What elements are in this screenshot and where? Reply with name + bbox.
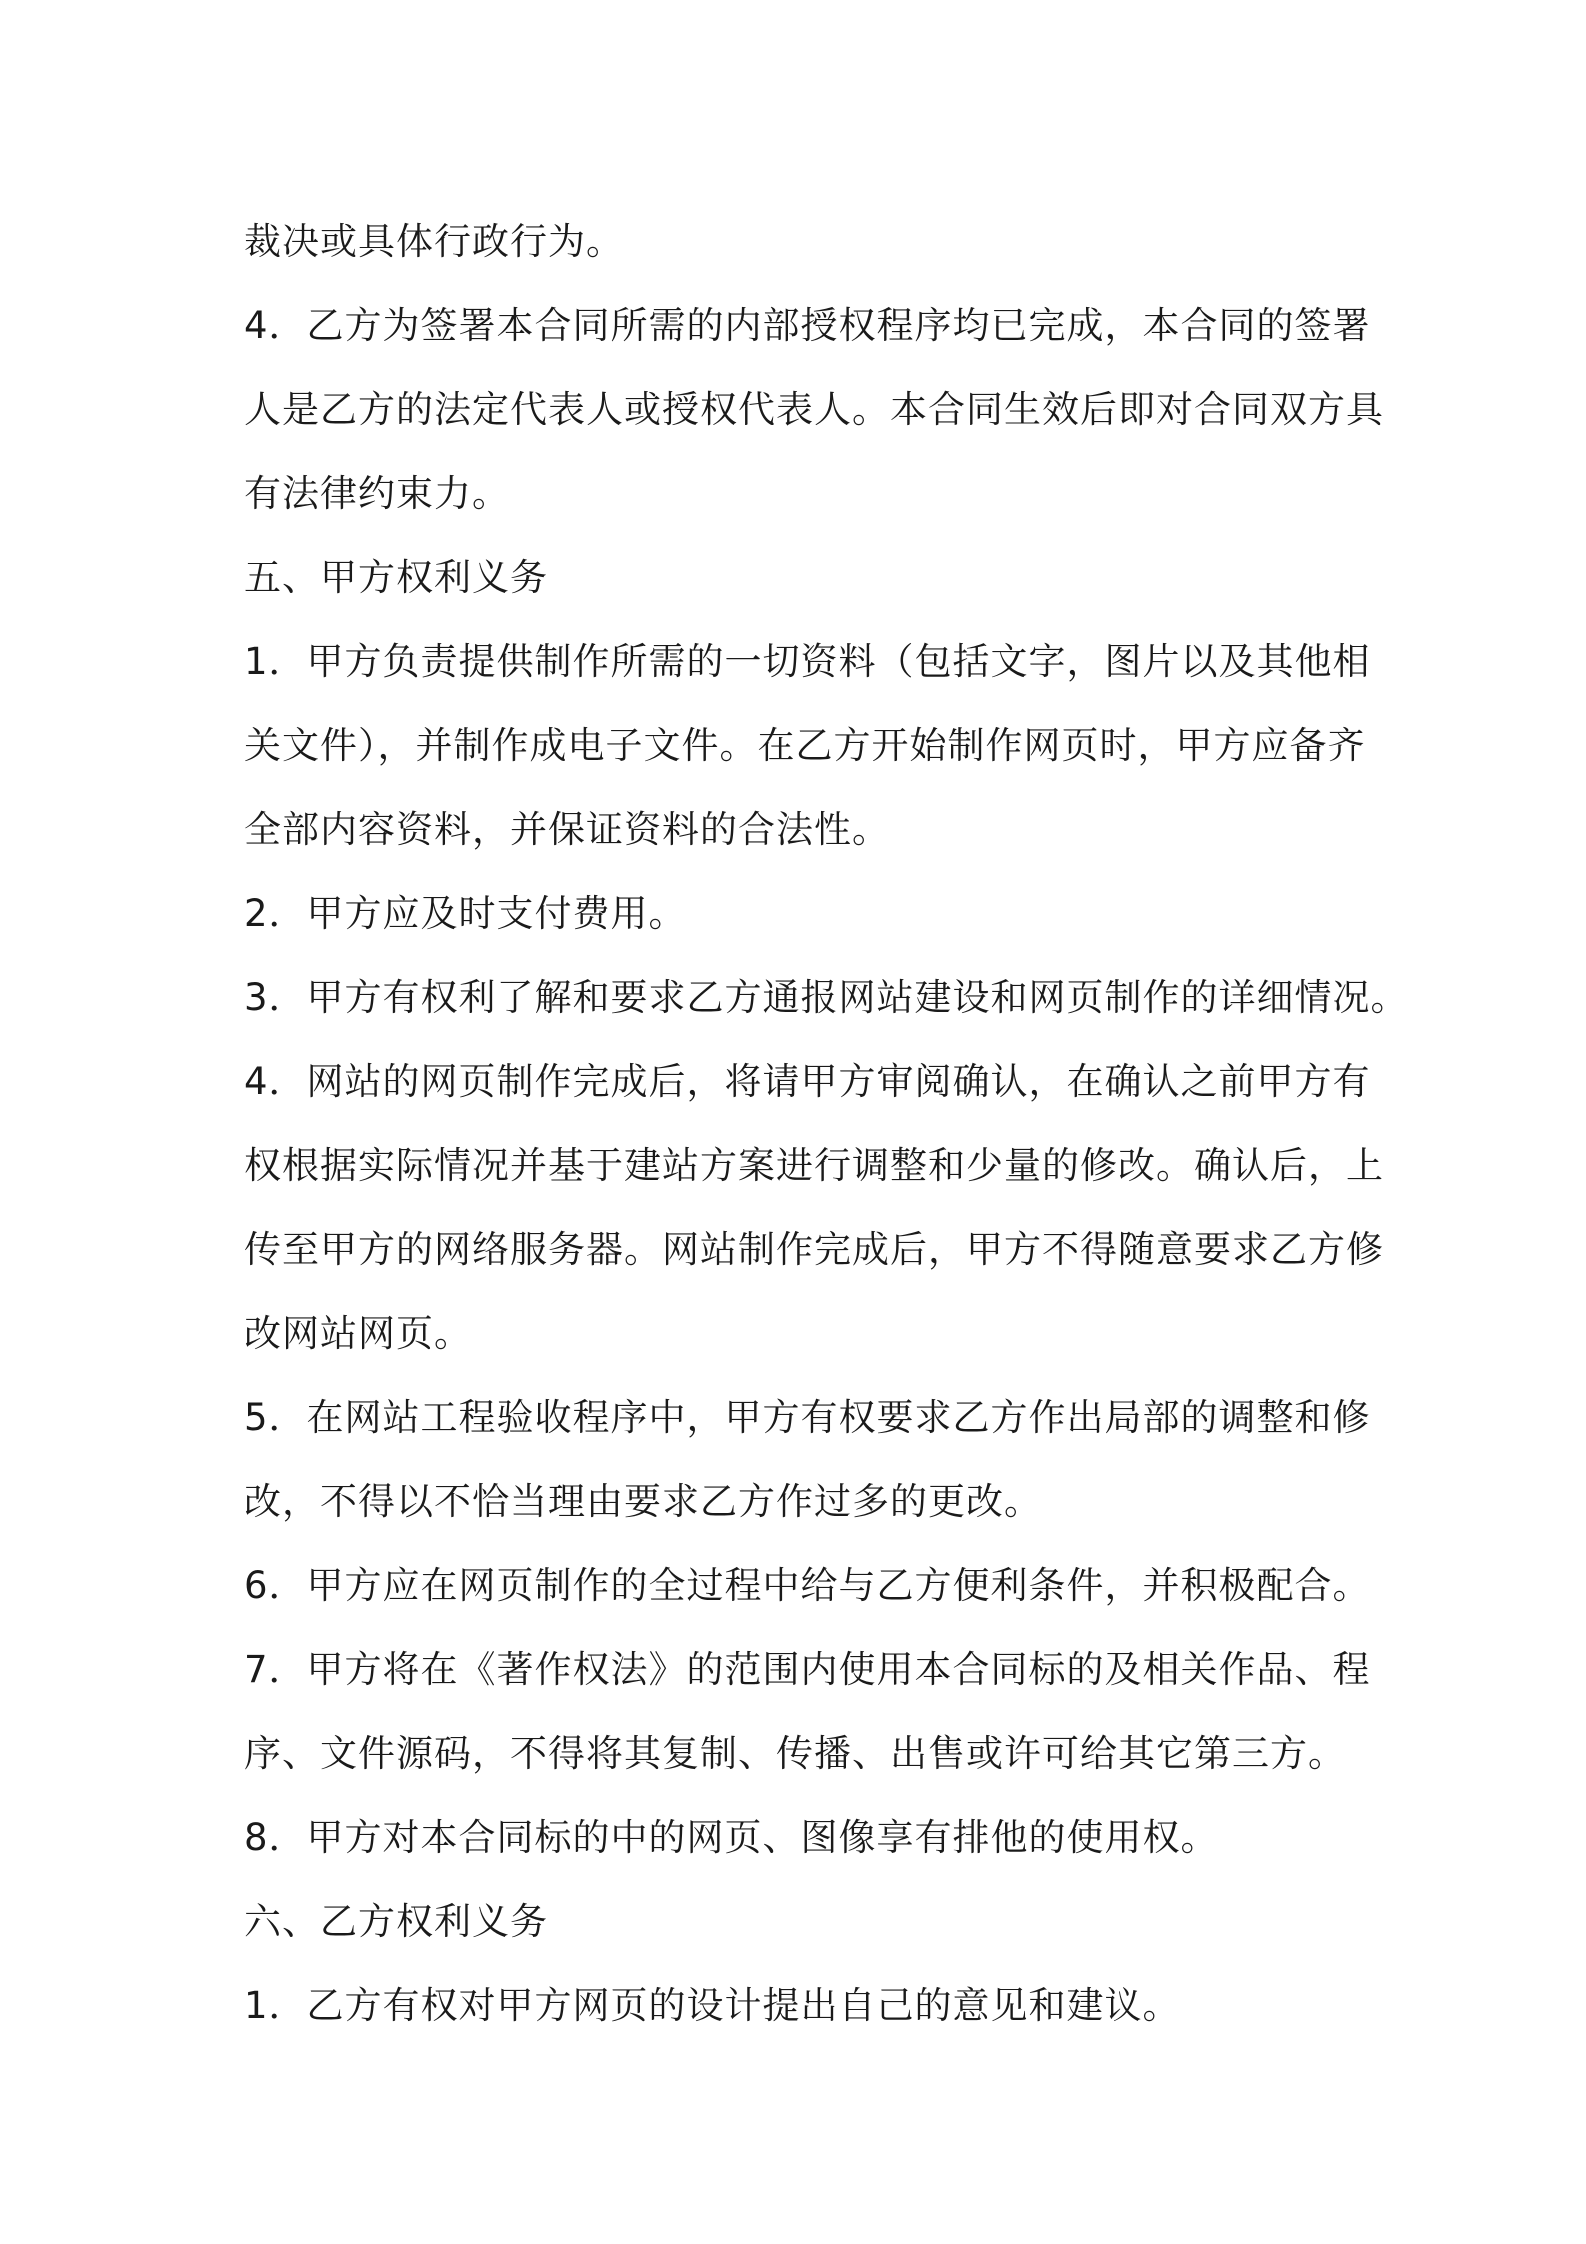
- document-body: [244, 200, 1409, 2048]
- text-line: 7．甲方将在《著作权法》的范围内使用本合同标的及相关作品、程: [244, 1648, 1371, 1691]
- text-line: 5．在网站工程验收程序中，甲方有权要求乙方作出局部的调整和修: [244, 1396, 1371, 1439]
- text-line: 改，不得以不恰当理由要求乙方作过多的更改。: [244, 1480, 1042, 1523]
- text-line: 全部内容资料，并保证资料的合法性。: [244, 808, 890, 851]
- text-line: 序、文件源码，不得将其复制、传播、出售或许可给其它第三方。: [244, 1732, 1346, 1775]
- text-line: 2．甲方应及时支付费用。: [244, 892, 687, 935]
- text-line: 6．甲方应在网页制作的全过程中给与乙方便利条件，并积极配合。: [244, 1564, 1371, 1607]
- section-heading: 六、乙方权利义务: [244, 1900, 548, 1943]
- text-line: 权根据实际情况并基于建站方案进行调整和少量的修改。确认后，上: [244, 1144, 1384, 1187]
- text-line: 有法律约束力。: [244, 472, 510, 515]
- text-line: 1．甲方负责提供制作所需的一切资料（包括文字，图片以及其他相: [244, 640, 1371, 683]
- text-line: 1．乙方有权对甲方网页的设计提出自己的意见和建议。: [244, 1984, 1181, 2027]
- text-line: 4．网站的网页制作完成后，将请甲方审阅确认，在确认之前甲方有: [244, 1060, 1371, 1103]
- section-heading: 五、甲方权利义务: [244, 556, 548, 599]
- text-line: 裁决或具体行政行为。: [244, 220, 624, 263]
- text-line: 关文件），并制作成电子文件。在乙方开始制作网页时，甲方应备齐: [244, 724, 1366, 767]
- text-line: 8．甲方对本合同标的中的网页、图像享有排他的使用权。: [244, 1816, 1219, 1859]
- text-line: 4．乙方为签署本合同所需的内部授权程序均已完成，本合同的签署: [244, 304, 1371, 347]
- text-line: 人是乙方的法定代表人或授权代表人。本合同生效后即对合同双方具: [244, 388, 1384, 431]
- text-line: 改网站网页。: [244, 1312, 472, 1355]
- text-line: 传至甲方的网络服务器。网站制作完成后，甲方不得随意要求乙方修: [244, 1228, 1384, 1271]
- text-line: 3．甲方有权利了解和要求乙方通报网站建设和网页制作的详细情况。: [244, 976, 1409, 1019]
